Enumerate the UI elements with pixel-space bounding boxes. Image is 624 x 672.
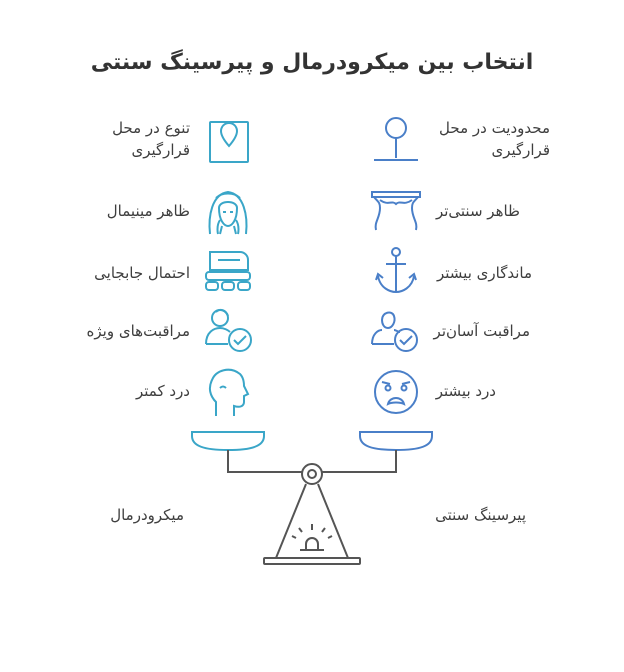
piercing-item-4-label: مراقبت آسان‌تر [433,322,530,340]
woman-headscarf-icon [202,186,254,236]
piercing-item-5-label: درد بیشتر [435,382,496,400]
piercing-item-2-label: ظاهر سنتی‌تر [435,202,520,220]
user-check-icon [370,306,420,354]
classic-table-icon [370,188,422,234]
pin-fixed-icon [372,114,420,164]
balance-scale [180,426,444,572]
micro-item-4-label: مراقبت‌های ویژه [86,322,190,340]
location-pin-icon [206,114,252,164]
user-check-icon [204,306,254,354]
anchor-icon [374,246,418,296]
stacked-bars-icon [204,248,254,292]
piercing-name: پیرسینگ سنتی [435,506,526,524]
piercing-item-1-label: محدودیت در محل قرارگیری [439,119,550,159]
sad-face-icon [372,368,420,416]
page-title: انتخاب بین میکرودرمال و پیرسینگ سنتی [90,50,534,75]
micro-item-2-label: ظاهر مینیمال [106,202,190,220]
face-profile-icon [206,366,250,418]
micro-item-1-label: تنوع در محل قرارگیری [112,119,190,159]
micro-item-5-label: درد کمتر [136,382,190,400]
micro-item-3-label: احتمال جابجایی [94,264,190,282]
piercing-item-3-label: ماندگاری بیشتر [436,264,532,282]
micro-name: میکرودرمال [110,506,184,524]
